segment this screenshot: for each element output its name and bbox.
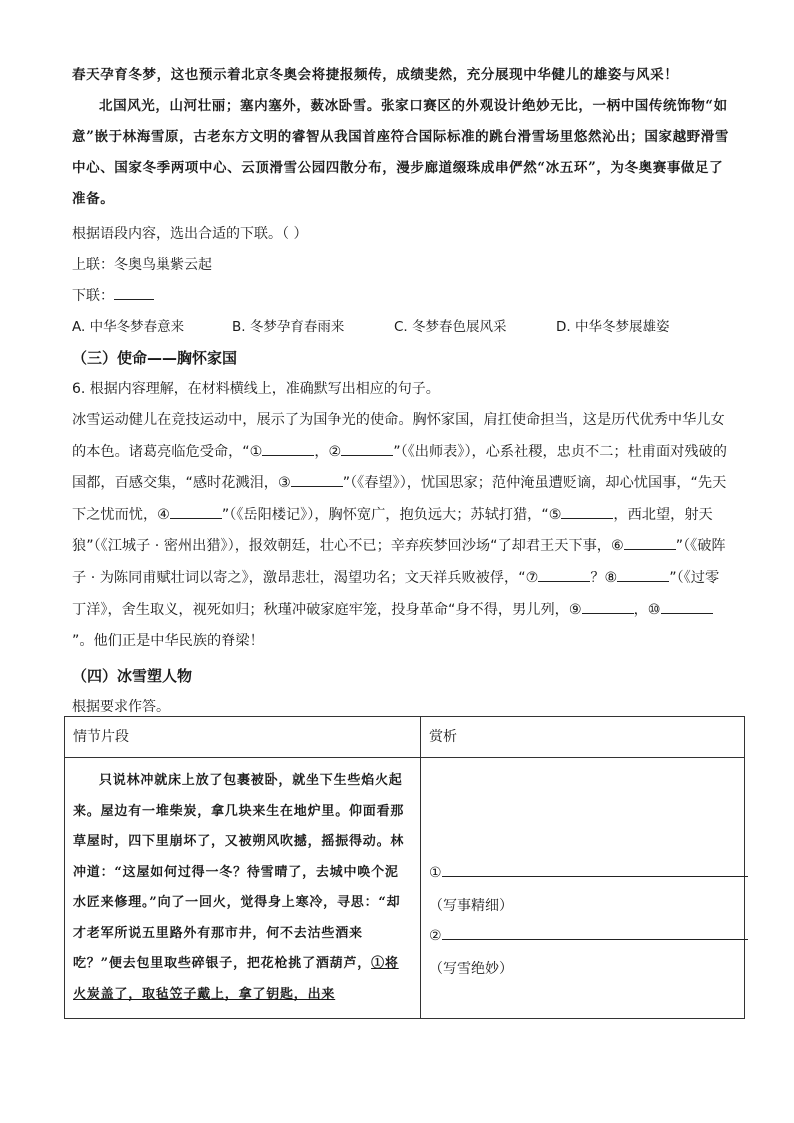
- q5-lower-couplet: [72, 281, 732, 312]
- answer-2-blank[interactable]: [442, 927, 748, 940]
- page-content: [72, 60, 732, 723]
- blank-4[interactable]: [170, 504, 222, 519]
- q5-options: [72, 312, 732, 342]
- blank-5[interactable]: [561, 504, 613, 519]
- q5-option-d[interactable]: D. 中华冬梦展雄姿: [556, 319, 670, 335]
- section-3-heading: （三）使命——胸怀家国: [72, 349, 238, 367]
- q6-material: 冰雪运动健儿在竞技运动中，展示了为国争光的使命。胸怀家国，肩扛使命担当，这是历代优秀中华儿女的本色。诸葛亮临危受命，“① ，② ”（《出师表》），心系社稷，忠贞不二；杜甫面对残破的国都，百感交集，“感时花溅泪，③ ”（《春望》），忧国思家；范仲淹虽遭贬谪，却心忧国事，“先天下之忧而忧，④ ”（《岳阳楼记》），胸怀宽广，抱负远大；苏轼打猎，“⑤ ，西北望，射天狼”（《江城子 · 密州出猎》），报效朝廷，壮心不已；辛弃疾梦回沙场“了却君王天下事，⑥ ”（《破阵子 · 为陈同甫赋壮词以寄之》，激昂悲壮，渴望功名；文天祥兵败被俘，“⑦ ？⑧ ”（《过零丁洋》，舍生取义，视死如归；秋瑾冲破家庭牢笼，投身革命“身不得，男儿列，⑨ ，⑩”。他们正是中华民族的脊梁！: [72, 412, 727, 650]
- passage-line-1: 春天孕育冬梦，这也预示着北京冬奥会将捷报频传，成绩斐然，充分展现中华健儿的雄姿与风采！: [72, 67, 679, 83]
- answer-2-note: （写雪绝妙）: [429, 961, 513, 977]
- passage-paragraph-2: 北国风光，山河壮丽；塞内塞外，薮冰卧雪。张家口赛区的外观设计绝妙无比，一柄中国传统饰物“如意”嵌于林海雪原，古老东方文明的睿智从我国首座符合国际标准的跳台滑雪场里悠然沁出；国家越野滑雪中心、国家冬季两项中心、云顶滑雪公园四散分布，漫步廊道缀珠成串俨然“冰五环”，为冬奥赛事做足了准备。: [72, 98, 729, 207]
- q5-option-b[interactable]: B. 冬梦孕育春雨来: [232, 319, 345, 335]
- q5-option-c[interactable]: C. 冬梦春色展风采: [394, 319, 507, 335]
- blank-3[interactable]: [291, 472, 343, 487]
- excerpt-cell: [65, 758, 421, 1019]
- answer-1-blank[interactable]: [442, 864, 748, 877]
- q5-option-a[interactable]: A. 中华冬梦春意来: [72, 319, 185, 335]
- q5-prompt: 根据语段内容，选出合适的下联。（ ）: [72, 226, 308, 242]
- excerpt-text: 只说林冲就床上放了包裹被卧，就坐下生些焰火起来。屋边有一堆柴炭，拿几块来生在地炉里。仰面看那草屋时，四下里崩坏了，又被朔风吹撼，摇振得动。林冲道：“这屋如何过得一冬？待雪晴了，去城中唤个泥水匠来修理。”向了一回火，觉得身上寒冷，寻思：“却才老军所说五里路外有那市井，何不去沽些酒来吃？”便去包里取些碎银子，把花枪挑了酒葫芦，①将火炭盖了，取毡笠子戴上，拿了钥匙，出来: [73, 773, 405, 1002]
- section-4-instruction: 根据要求作答。: [72, 698, 170, 715]
- answer-1-note: （写事精细）: [429, 898, 513, 914]
- blank-7[interactable]: [538, 567, 590, 582]
- blank-8[interactable]: [617, 567, 669, 582]
- answer-1-line[interactable]: ①: [429, 864, 749, 881]
- answer-2-line[interactable]: ②: [429, 927, 749, 944]
- table-header-excerpt: 情节片段: [65, 717, 421, 758]
- q6-prompt: 6. 根据内容理解，在材料横线上，准确默写出相应的句子。: [72, 381, 440, 397]
- analysis-table: [64, 716, 745, 1019]
- blank-10[interactable]: [661, 599, 713, 614]
- blank-2[interactable]: [341, 441, 393, 456]
- q5-upper-couplet: 上联：冬奥鸟巢紫云起: [72, 257, 212, 273]
- blank-9[interactable]: [582, 599, 634, 614]
- blank-6[interactable]: [624, 535, 676, 550]
- table-header-analysis: 赏析: [421, 717, 745, 758]
- analysis-cell: [421, 758, 745, 1019]
- excerpt-marked-sentence: ①将火炭盖了，取毡笠子戴上，拿了钥匙，出来: [73, 956, 399, 1002]
- section-4-heading: （四）冰雪塑人物: [72, 666, 193, 685]
- q5-lower-blank[interactable]: [114, 285, 154, 300]
- blank-1[interactable]: [262, 441, 314, 456]
- q5-lower-label: 下联：: [72, 288, 114, 304]
